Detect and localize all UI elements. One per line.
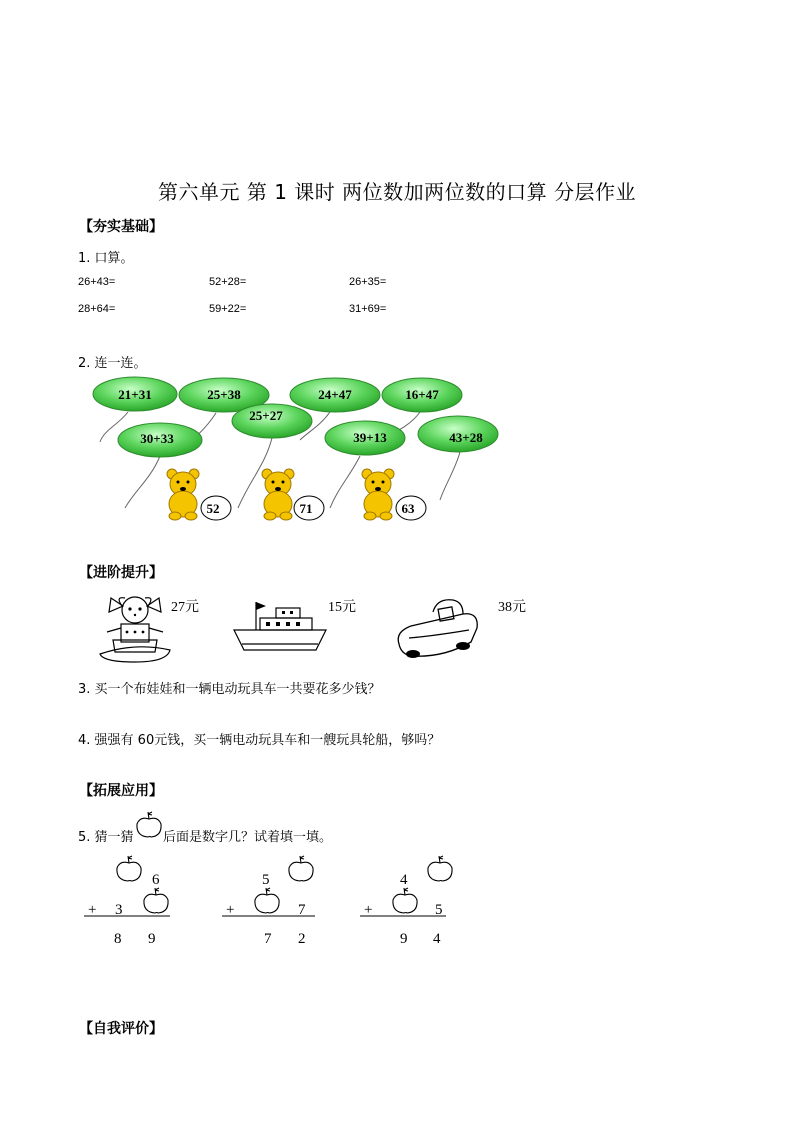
section-basic-heading: 【夯实基础】 bbox=[79, 219, 163, 235]
section-self-heading: 【自我评价】 bbox=[79, 1021, 163, 1037]
apple-icon bbox=[428, 856, 452, 881]
balloon-label: 43+28 bbox=[449, 430, 483, 445]
answer-label: 63 bbox=[401, 501, 415, 516]
question-2-label: 2. 连一连。 bbox=[78, 356, 147, 371]
page-title: 第六单元 第 1 课时 两位数加两位数的口算 分层作业 bbox=[157, 180, 636, 204]
balloon bbox=[382, 378, 462, 412]
puzzle-digit: 6 bbox=[152, 872, 160, 888]
balloon-label: 24+47 bbox=[318, 387, 352, 402]
balloon-label: 30+33 bbox=[140, 431, 174, 446]
puzzle-digit: 2 bbox=[298, 931, 306, 947]
calc-item: 26+43= bbox=[78, 276, 116, 288]
puzzle-digit: 8 bbox=[114, 931, 122, 947]
balloon-label: 21+31 bbox=[118, 387, 152, 402]
doll-price: 27元 bbox=[171, 600, 199, 615]
addition-puzzle-1 bbox=[84, 856, 170, 947]
balloon-label: 39+13 bbox=[353, 430, 387, 445]
plus-sign: + bbox=[226, 902, 235, 918]
bear-icon bbox=[262, 469, 294, 520]
question-4: 4. 强强有 60元钱，买一辆电动玩具车和一艘玩具轮船，够吗？ bbox=[78, 733, 441, 748]
apple-icon bbox=[289, 856, 313, 881]
car-price: 38元 bbox=[498, 600, 526, 615]
balloon bbox=[118, 423, 202, 457]
answer-label: 52 bbox=[206, 501, 220, 516]
balloon bbox=[325, 421, 405, 455]
apple-icon bbox=[393, 888, 417, 913]
calc-item: 52+28= bbox=[209, 276, 247, 288]
question-5-label-start: 5. 猜一猜 bbox=[78, 830, 134, 845]
ship-icon bbox=[230, 598, 330, 658]
balloon-label: 16+47 bbox=[405, 387, 439, 402]
puzzle-digit: 3 bbox=[115, 902, 123, 918]
addition-puzzle-2 bbox=[222, 856, 315, 947]
calc-item: 31+69= bbox=[349, 303, 387, 315]
puzzle-digit: 4 bbox=[433, 931, 441, 947]
addition-puzzles bbox=[0, 850, 794, 950]
plus-sign: + bbox=[88, 902, 97, 918]
plus-sign: + bbox=[364, 902, 373, 918]
bear-icon bbox=[167, 469, 199, 520]
balloon bbox=[290, 378, 380, 412]
puzzle-digit: 9 bbox=[400, 931, 408, 947]
balloon bbox=[232, 404, 312, 438]
balloon-string bbox=[440, 452, 460, 500]
calc-item: 26+35= bbox=[349, 276, 387, 288]
balloon-string bbox=[330, 456, 360, 508]
answer-label: 71 bbox=[299, 501, 313, 516]
puzzle-digit: 7 bbox=[264, 931, 272, 947]
answer-circle bbox=[294, 496, 324, 520]
doll-icon bbox=[95, 592, 175, 664]
apple-icon bbox=[144, 888, 168, 913]
section-extend-heading: 【拓展应用】 bbox=[79, 783, 163, 799]
toy-car-icon bbox=[393, 592, 483, 664]
balloon-label: 25+27 bbox=[249, 408, 283, 423]
addition-puzzle-3 bbox=[360, 856, 452, 947]
answer-circle bbox=[201, 496, 231, 520]
calc-item: 59+22= bbox=[209, 303, 247, 315]
apple-icon bbox=[134, 810, 164, 840]
balloon-string bbox=[125, 456, 160, 508]
question-3: 3. 买一个布娃娃和一辆电动玩具车一共要花多少钱？ bbox=[78, 682, 381, 697]
puzzle-digit: 5 bbox=[262, 872, 270, 888]
bear-icon bbox=[362, 469, 394, 520]
question-1-label: 1. 口算。 bbox=[78, 251, 134, 266]
answer-circle bbox=[396, 496, 426, 520]
puzzle-digit: 4 bbox=[400, 872, 408, 888]
balloon-label: 25+38 bbox=[207, 387, 241, 402]
ship-price: 15元 bbox=[328, 600, 356, 615]
puzzle-digit: 7 bbox=[298, 902, 306, 918]
balloon bbox=[93, 377, 177, 411]
apple-icon bbox=[117, 856, 141, 881]
section-advanced-heading: 【进阶提升】 bbox=[79, 565, 163, 581]
puzzle-digit: 9 bbox=[148, 931, 156, 947]
balloon-matching-figure bbox=[0, 370, 794, 530]
question-5-label-end: 后面是数字几？试着填一填。 bbox=[163, 830, 333, 845]
apple-icon bbox=[255, 888, 279, 913]
balloon bbox=[418, 416, 498, 452]
puzzle-digit: 5 bbox=[435, 902, 443, 918]
calc-item: 28+64= bbox=[78, 303, 116, 315]
